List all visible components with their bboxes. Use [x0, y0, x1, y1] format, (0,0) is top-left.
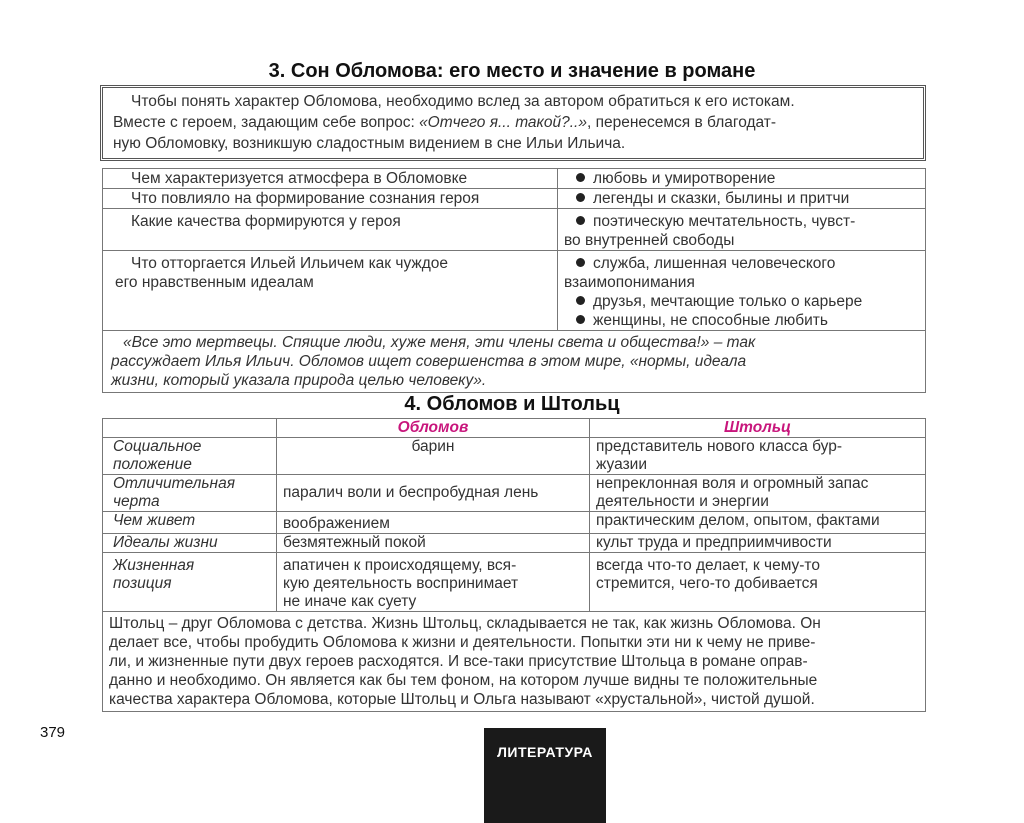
answer-text: женщины, не способные любить [593, 312, 828, 329]
table-row [103, 612, 926, 712]
comparison-table [102, 418, 926, 712]
answer-text: поэтическую мечтательность, чувст- [593, 213, 856, 230]
stolz-cell: представитель нового класса бур- жуазии [590, 438, 926, 475]
oblomov-cell: паралич воли и беспробудная лень [277, 475, 590, 512]
intro-line-2-post: , перенесемся в благодат- [586, 114, 777, 131]
row-label: Чем живет [103, 512, 277, 534]
question-table [102, 168, 926, 393]
bullet-icon [576, 315, 585, 324]
question-cell [103, 251, 558, 331]
table-row [103, 475, 926, 512]
answer-cell [558, 189, 926, 209]
summary-cell [103, 612, 926, 712]
bullet-icon [576, 193, 585, 202]
page-number: 379 [40, 724, 66, 741]
table-row [103, 438, 926, 475]
quote-line: «Все это мертвецы. Спящие люди, хуже меня, эти члены света и общества!» – так [123, 334, 756, 351]
intro-line-3: ную Обломовку, возникшую сладостным видением в сне Ильи Ильича. [113, 135, 626, 152]
oblomov-cell: барин [277, 438, 590, 475]
answer-text: служба, лишенная человеческого [593, 255, 836, 272]
summary-line: делает все, чтобы пробудить Обломова к жизни и деятельности. Попытки эти ни к чему не приве- [109, 634, 816, 651]
row-label: Жизненная позиция [103, 553, 277, 612]
bullet-icon [576, 173, 585, 182]
answer-text: любовь и умиротворение [593, 170, 776, 187]
answer-text: во внутренней свободы [564, 232, 735, 249]
stolz-cell: всегда что-то делает, к чему-то стремится, чего-то добивается [590, 553, 926, 612]
oblomov-cell: воображением [277, 512, 590, 534]
answer-text: друзья, мечтающие только о карьере [593, 293, 863, 310]
question-cell: Какие качества формируются у героя [103, 209, 558, 251]
answer-text: легенды и сказки, былины и притчи [593, 190, 850, 207]
table-header-row [103, 419, 926, 438]
intro-line-1: Чтобы понять характер Обломова, необходимо вслед за автором обратиться к его истокам. [131, 93, 795, 110]
table-row [103, 209, 926, 251]
table-row [103, 331, 926, 393]
table-row [103, 534, 926, 553]
answer-cell [558, 209, 926, 251]
row-label: Идеалы жизни [103, 534, 277, 553]
question-cell: Что повлияло на формирование сознания героя [103, 189, 558, 209]
oblomov-cell: апатичен к происходящему, вся- кую деятельность воспринимает не иначе как суету [277, 553, 590, 612]
question-cell: Чем характеризуется атмосфера в Обломовке [103, 169, 558, 189]
bullet-icon [576, 216, 585, 225]
column-header-stolz: Штольц [590, 419, 926, 438]
bullet-icon [576, 296, 585, 305]
summary-line: качества характера Обломова, которые Штольц и Ольга называют «хрустальной», чистой душой. [109, 691, 815, 708]
quote-line: рассуждает Илья Ильич. Обломов ищет совершенства в этом мире, «нормы, идеала [111, 353, 747, 370]
oblomov-cell: безмятежный покой [277, 534, 590, 553]
summary-line: данно и необходимо. Он является как бы тем фоном, на котором лучше видны те положительные [109, 672, 818, 689]
intro-box [100, 85, 926, 161]
section-3-title: 3. Сон Обломова: его место и значение в романе [268, 60, 756, 82]
quote-cell [103, 331, 926, 393]
question-line: Что отторгается Ильей Ильичем как чуждое [131, 255, 449, 272]
stolz-cell: практическим делом, опытом, фактами [590, 512, 926, 534]
table-row [103, 251, 926, 331]
stolz-cell: культ труда и предприимчивости [590, 534, 926, 553]
column-header-oblomov: Обломов [277, 419, 590, 438]
table-row [103, 512, 926, 534]
row-label: Отличительная черта [103, 475, 277, 512]
answer-cell [558, 169, 926, 189]
intro-quote: «Отчего я... такой?..» [419, 114, 587, 131]
table-row [103, 189, 926, 209]
intro-line-2-pre: Вместе с героем, задающим себе вопрос: [113, 114, 420, 131]
stolz-cell: непреклонная воля и огромный запас деятельности и энергии [590, 475, 926, 512]
summary-line: ли, и жизненные пути двух героев расходятся. И все-таки присутствие Штольца в романе оправ- [109, 653, 808, 670]
answer-text: взаимопонимания [564, 274, 695, 291]
row-label: Социальное положение [103, 438, 277, 475]
quote-line: жизни, который указала природа целью человеку». [111, 372, 487, 389]
answer-cell [558, 251, 926, 331]
table-row [103, 553, 926, 612]
subject-label: ЛИТЕРАТУРА [484, 728, 606, 823]
section-4-title: 4. Обломов и Штольц [404, 393, 620, 415]
empty-header-cell [103, 419, 277, 438]
bullet-icon [576, 258, 585, 267]
question-line: его нравственным идеалам [115, 274, 314, 291]
summary-line: Штольц – друг Обломова с детства. Жизнь Штольц, складывается не так, как жизнь Обломова. Он [109, 615, 821, 632]
table-row [103, 169, 926, 189]
